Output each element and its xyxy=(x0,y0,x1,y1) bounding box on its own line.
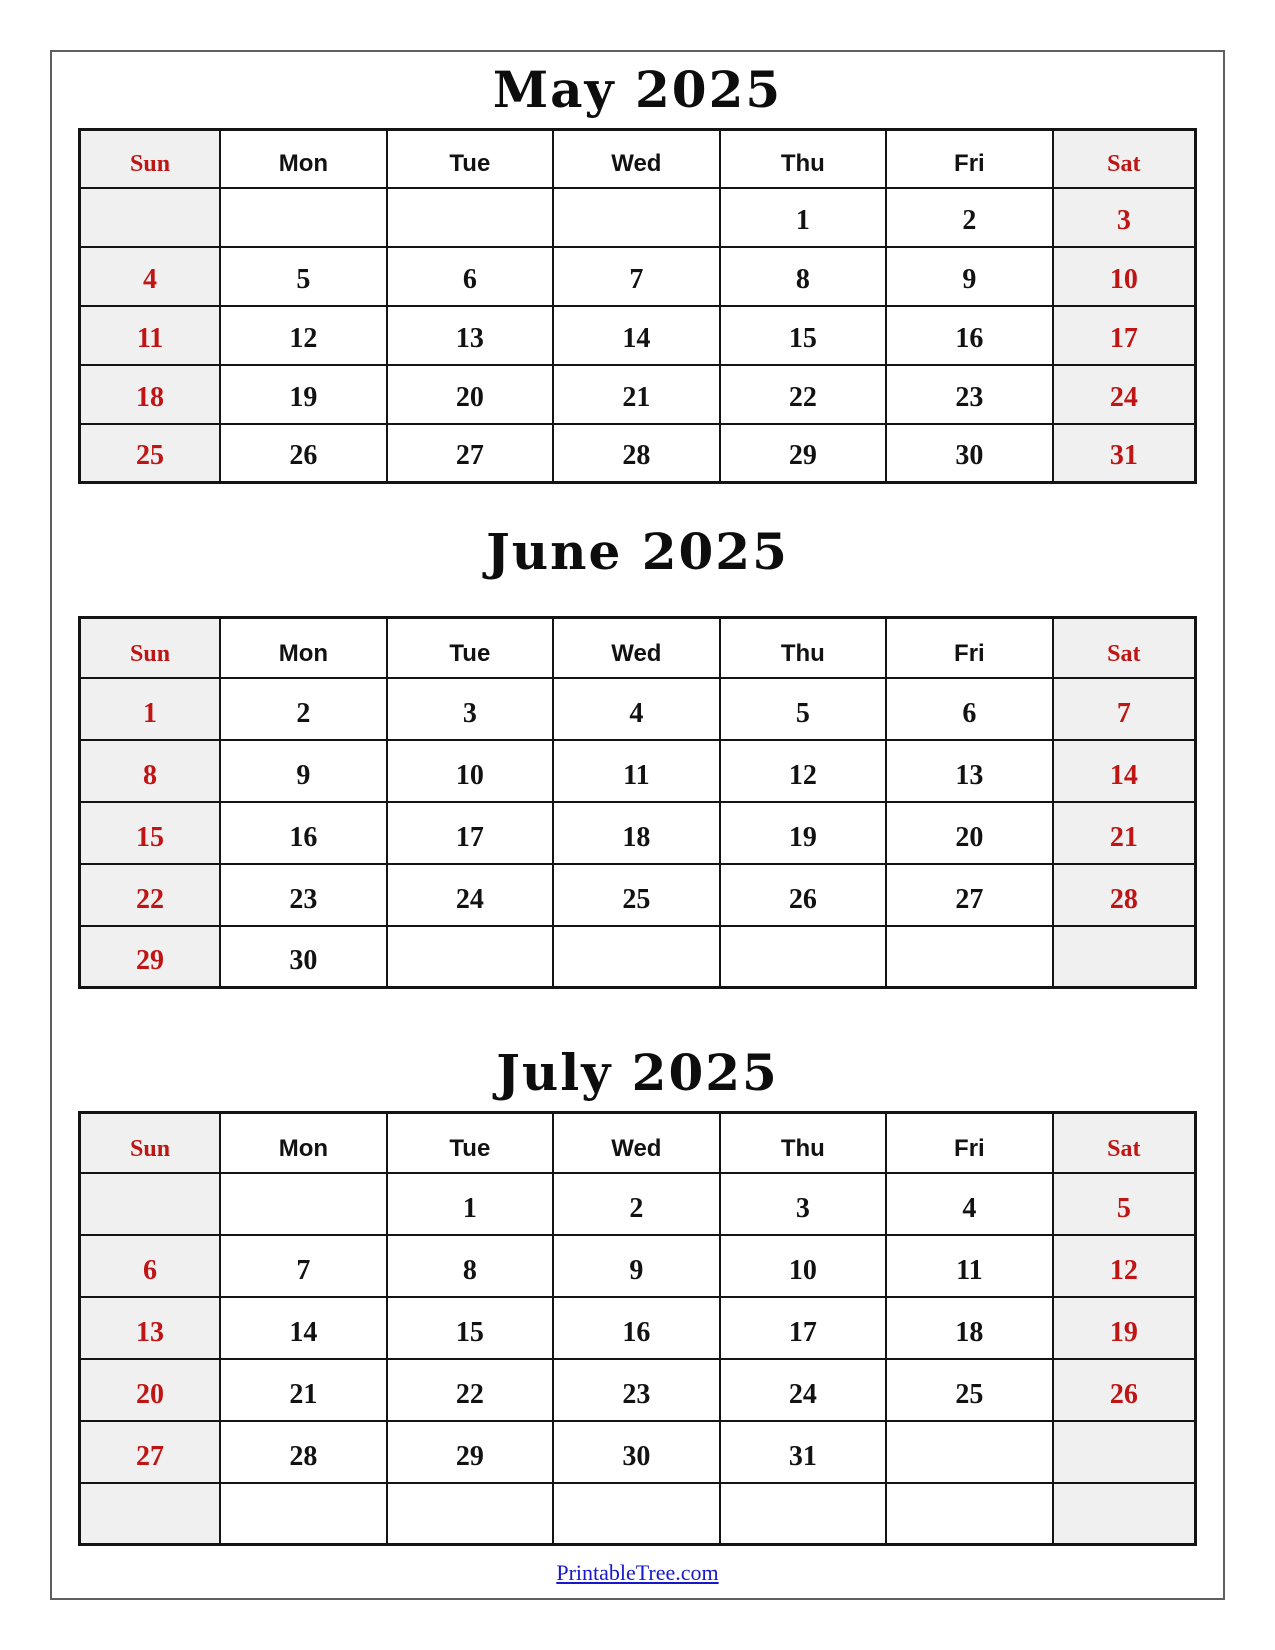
day-cell: 19 xyxy=(720,802,887,864)
month-grid-may xyxy=(78,128,1197,484)
day-cell: 9 xyxy=(553,1235,720,1297)
weekday-header-sat: Sat xyxy=(1053,618,1196,678)
footer xyxy=(78,1560,1197,1586)
empty-day-cell xyxy=(220,1483,387,1545)
day-cell: 13 xyxy=(886,740,1053,802)
weekday-header-fri: Fri xyxy=(886,130,1053,188)
day-cell: 25 xyxy=(886,1359,1053,1421)
day-cell: 13 xyxy=(387,306,554,365)
day-cell: 4 xyxy=(886,1173,1053,1235)
day-cell: 6 xyxy=(80,1235,221,1297)
weekday-header-sun: Sun xyxy=(80,618,221,678)
empty-day-cell xyxy=(1053,1421,1196,1483)
day-cell: 23 xyxy=(553,1359,720,1421)
weekday-header-row xyxy=(80,618,1196,678)
week-row xyxy=(80,740,1196,802)
day-cell: 30 xyxy=(553,1421,720,1483)
weekday-header-tue: Tue xyxy=(387,1113,554,1173)
day-cell: 14 xyxy=(1053,740,1196,802)
day-cell: 25 xyxy=(553,864,720,926)
day-cell: 25 xyxy=(80,424,221,483)
day-cell: 22 xyxy=(387,1359,554,1421)
day-cell: 21 xyxy=(553,365,720,424)
week-row xyxy=(80,365,1196,424)
day-cell: 18 xyxy=(553,802,720,864)
weekday-header-fri: Fri xyxy=(886,618,1053,678)
week-row xyxy=(80,1359,1196,1421)
day-cell: 30 xyxy=(220,926,387,988)
day-cell: 27 xyxy=(886,864,1053,926)
empty-day-cell xyxy=(886,1421,1053,1483)
day-cell: 14 xyxy=(220,1297,387,1359)
day-cell: 19 xyxy=(1053,1297,1196,1359)
day-cell: 16 xyxy=(886,306,1053,365)
day-cell: 7 xyxy=(553,247,720,306)
day-cell: 28 xyxy=(1053,864,1196,926)
week-row xyxy=(80,1235,1196,1297)
day-cell: 10 xyxy=(1053,247,1196,306)
day-cell: 15 xyxy=(80,802,221,864)
day-cell: 5 xyxy=(1053,1173,1196,1235)
day-cell: 20 xyxy=(387,365,554,424)
day-cell: 16 xyxy=(220,802,387,864)
empty-day-cell xyxy=(80,188,221,247)
day-cell: 17 xyxy=(387,802,554,864)
month-grid-july xyxy=(78,1111,1197,1546)
week-row xyxy=(80,926,1196,988)
weekday-header-thu: Thu xyxy=(720,618,887,678)
day-cell: 22 xyxy=(720,365,887,424)
day-cell: 9 xyxy=(220,740,387,802)
empty-day-cell xyxy=(720,926,887,988)
empty-day-cell xyxy=(387,1483,554,1545)
week-row xyxy=(80,678,1196,740)
weekday-header-sun: Sun xyxy=(80,1113,221,1173)
day-cell: 24 xyxy=(387,864,554,926)
week-row xyxy=(80,1421,1196,1483)
day-cell: 9 xyxy=(886,247,1053,306)
week-row xyxy=(80,1173,1196,1235)
empty-day-cell xyxy=(387,926,554,988)
day-cell: 15 xyxy=(720,306,887,365)
printabletree-link[interactable]: PrintableTree.com xyxy=(556,1560,719,1585)
day-cell: 4 xyxy=(553,678,720,740)
empty-day-cell xyxy=(1053,1483,1196,1545)
day-cell: 5 xyxy=(720,678,887,740)
weekday-header-wed: Wed xyxy=(553,130,720,188)
day-cell: 29 xyxy=(387,1421,554,1483)
day-cell: 3 xyxy=(720,1173,887,1235)
day-cell: 21 xyxy=(220,1359,387,1421)
day-cell: 23 xyxy=(220,864,387,926)
empty-day-cell xyxy=(387,188,554,247)
day-cell: 7 xyxy=(220,1235,387,1297)
day-cell: 17 xyxy=(1053,306,1196,365)
day-cell: 24 xyxy=(720,1359,887,1421)
empty-day-cell xyxy=(80,1483,221,1545)
page-frame xyxy=(50,50,1225,1600)
day-cell: 29 xyxy=(720,424,887,483)
empty-day-cell xyxy=(80,1173,221,1235)
day-cell: 2 xyxy=(553,1173,720,1235)
empty-day-cell xyxy=(553,926,720,988)
week-row xyxy=(80,306,1196,365)
day-cell: 11 xyxy=(886,1235,1053,1297)
weekday-header-thu: Thu xyxy=(720,1113,887,1173)
weekday-header-wed: Wed xyxy=(553,1113,720,1173)
day-cell: 21 xyxy=(1053,802,1196,864)
day-cell: 17 xyxy=(720,1297,887,1359)
day-cell: 12 xyxy=(1053,1235,1196,1297)
month-grid-june xyxy=(78,616,1197,989)
weekday-header-wed: Wed xyxy=(553,618,720,678)
weekday-header-tue: Tue xyxy=(387,130,554,188)
day-cell: 1 xyxy=(80,678,221,740)
day-cell: 14 xyxy=(553,306,720,365)
day-cell: 27 xyxy=(387,424,554,483)
day-cell: 18 xyxy=(886,1297,1053,1359)
month-title-may: May 2025 xyxy=(492,60,783,119)
day-cell: 15 xyxy=(387,1297,554,1359)
day-cell: 26 xyxy=(1053,1359,1196,1421)
week-row xyxy=(80,1483,1196,1545)
day-cell: 30 xyxy=(886,424,1053,483)
day-cell: 12 xyxy=(220,306,387,365)
week-row xyxy=(80,802,1196,864)
day-cell: 7 xyxy=(1053,678,1196,740)
month-title-june: June 2025 xyxy=(486,522,789,581)
empty-day-cell xyxy=(553,1483,720,1545)
day-cell: 22 xyxy=(80,864,221,926)
day-cell: 24 xyxy=(1053,365,1196,424)
day-cell: 31 xyxy=(1053,424,1196,483)
empty-day-cell xyxy=(886,926,1053,988)
day-cell: 1 xyxy=(720,188,887,247)
day-cell: 20 xyxy=(80,1359,221,1421)
day-cell: 19 xyxy=(220,365,387,424)
day-cell: 10 xyxy=(720,1235,887,1297)
weekday-header-mon: Mon xyxy=(220,618,387,678)
day-cell: 5 xyxy=(220,247,387,306)
day-cell: 28 xyxy=(220,1421,387,1483)
weekday-header-sun: Sun xyxy=(80,130,221,188)
day-cell: 28 xyxy=(553,424,720,483)
day-cell: 31 xyxy=(720,1421,887,1483)
weekday-header-thu: Thu xyxy=(720,130,887,188)
day-cell: 29 xyxy=(80,926,221,988)
weekday-header-tue: Tue xyxy=(387,618,554,678)
calendar-content xyxy=(52,60,1223,1586)
day-cell: 18 xyxy=(80,365,221,424)
day-cell: 6 xyxy=(886,678,1053,740)
day-cell: 11 xyxy=(553,740,720,802)
day-cell: 10 xyxy=(387,740,554,802)
weekday-header-row xyxy=(80,1113,1196,1173)
month-title-july: July 2025 xyxy=(496,1043,779,1102)
weekday-header-sat: Sat xyxy=(1053,130,1196,188)
day-cell: 23 xyxy=(886,365,1053,424)
day-cell: 8 xyxy=(387,1235,554,1297)
day-cell: 1 xyxy=(387,1173,554,1235)
weekday-header-fri: Fri xyxy=(886,1113,1053,1173)
day-cell: 26 xyxy=(720,864,887,926)
empty-day-cell xyxy=(1053,926,1196,988)
empty-day-cell xyxy=(886,1483,1053,1545)
day-cell: 27 xyxy=(80,1421,221,1483)
day-cell: 2 xyxy=(886,188,1053,247)
empty-day-cell xyxy=(553,188,720,247)
week-row xyxy=(80,188,1196,247)
day-cell: 3 xyxy=(387,678,554,740)
weekday-header-mon: Mon xyxy=(220,1113,387,1173)
empty-day-cell xyxy=(720,1483,887,1545)
day-cell: 12 xyxy=(720,740,887,802)
day-cell: 13 xyxy=(80,1297,221,1359)
day-cell: 2 xyxy=(220,678,387,740)
week-row xyxy=(80,864,1196,926)
day-cell: 20 xyxy=(886,802,1053,864)
day-cell: 8 xyxy=(720,247,887,306)
empty-day-cell xyxy=(220,188,387,247)
week-row xyxy=(80,424,1196,483)
day-cell: 16 xyxy=(553,1297,720,1359)
day-cell: 3 xyxy=(1053,188,1196,247)
day-cell: 6 xyxy=(387,247,554,306)
weekday-header-row xyxy=(80,130,1196,188)
day-cell: 4 xyxy=(80,247,221,306)
empty-day-cell xyxy=(220,1173,387,1235)
month-section-june xyxy=(78,522,1197,989)
day-cell: 8 xyxy=(80,740,221,802)
week-row xyxy=(80,1297,1196,1359)
month-section-july xyxy=(78,1043,1197,1546)
weekday-header-mon: Mon xyxy=(220,130,387,188)
month-section-may xyxy=(78,60,1197,484)
day-cell: 26 xyxy=(220,424,387,483)
weekday-header-sat: Sat xyxy=(1053,1113,1196,1173)
week-row xyxy=(80,247,1196,306)
day-cell: 11 xyxy=(80,306,221,365)
